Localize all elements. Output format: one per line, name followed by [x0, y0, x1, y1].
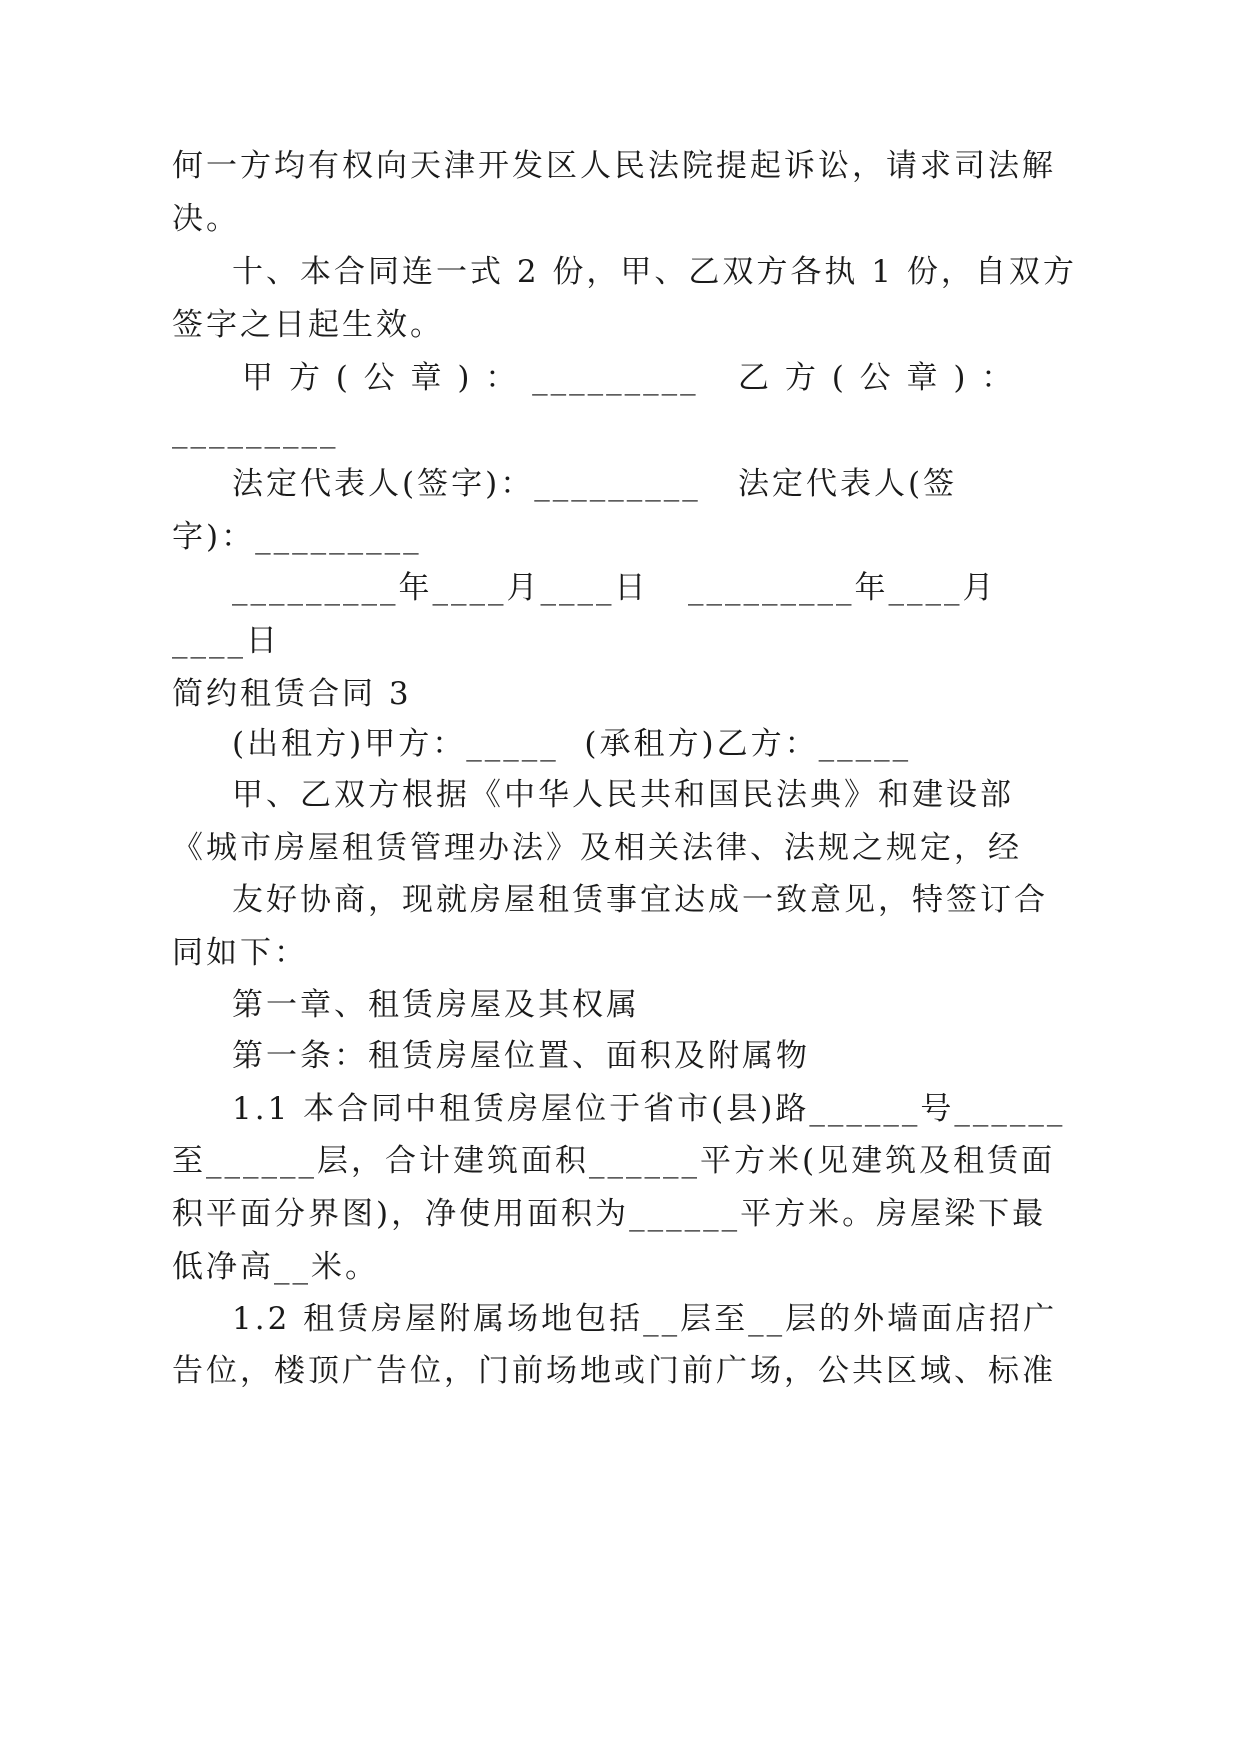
paragraph-line-1: 何一方均有权向天津开发区人民法院提起诉讼，请求司法解 [172, 148, 1056, 184]
clause-1-1-line-2: 至______层，合计建筑面积______平方米(见建筑及租赁面 [172, 1143, 1056, 1179]
paragraph-line-2: 决。 [172, 201, 240, 237]
clause-1-1-line-1: 1.1 本合同中租赁房屋位于省市(县)路______号______ [232, 1091, 1066, 1127]
party-b-representative-line: 法定代表人(签 [738, 466, 958, 502]
party-a-date-line: _________年____月____日 [232, 570, 649, 606]
paragraph-line-4: 签字之日起生效。 [172, 307, 444, 343]
paragraph-line-18: 友好协商，现就房屋租赁事宜达成一致意见，特签订合 [232, 882, 1048, 918]
party-b-date-day: ____日 [172, 623, 280, 659]
clause-1-2-line-1: 1.2 租赁房屋附属场地包括__层至__层的外墙面店招广 [232, 1301, 1058, 1337]
party-b-seal-line: 乙 方 ( 公 章 ) ： [738, 360, 1016, 396]
paragraph-line-3: 十、本合同连一式 2 份，甲、乙双方各执 1 份，自双方 [232, 254, 1077, 290]
chapter-heading: 第一章、租赁房屋及其权属 [232, 987, 640, 1023]
parties-line: (出租方)甲方：_____ (承租方)乙方：_____ [232, 726, 912, 762]
party-b-seal-blank: _________ [172, 413, 339, 449]
party-b-date-line: _________年____月 [688, 570, 997, 606]
contract-title: 简约租赁合同 3 [172, 676, 412, 712]
party-a-representative-line: 法定代表人(签字)：_________ [232, 466, 701, 502]
paragraph-line-19: 同如下： [172, 935, 308, 971]
clause-1-2-line-2: 告位，楼顶广告位，门前场地或门前广场，公共区域、标准 [172, 1353, 1056, 1389]
paragraph-line-16: 甲、乙双方根据《中华人民共和国民法典》和建设部 [232, 777, 1014, 813]
clause-1-1-line-3: 积平面分界图)，净使用面积为______平方米。房屋梁下最 [172, 1196, 1047, 1232]
paragraph-line-17: 《城市房屋租赁管理办法》及相关法律、法规之规定，经 [172, 830, 1022, 866]
article-heading: 第一条：租赁房屋位置、面积及附属物 [232, 1038, 810, 1074]
clause-1-1-line-4: 低净高__米。 [172, 1249, 379, 1285]
party-a-seal-line: 甲 方 ( 公 章 ) ： _________ [242, 360, 699, 396]
party-b-representative-blank: 字)：_________ [172, 519, 422, 555]
